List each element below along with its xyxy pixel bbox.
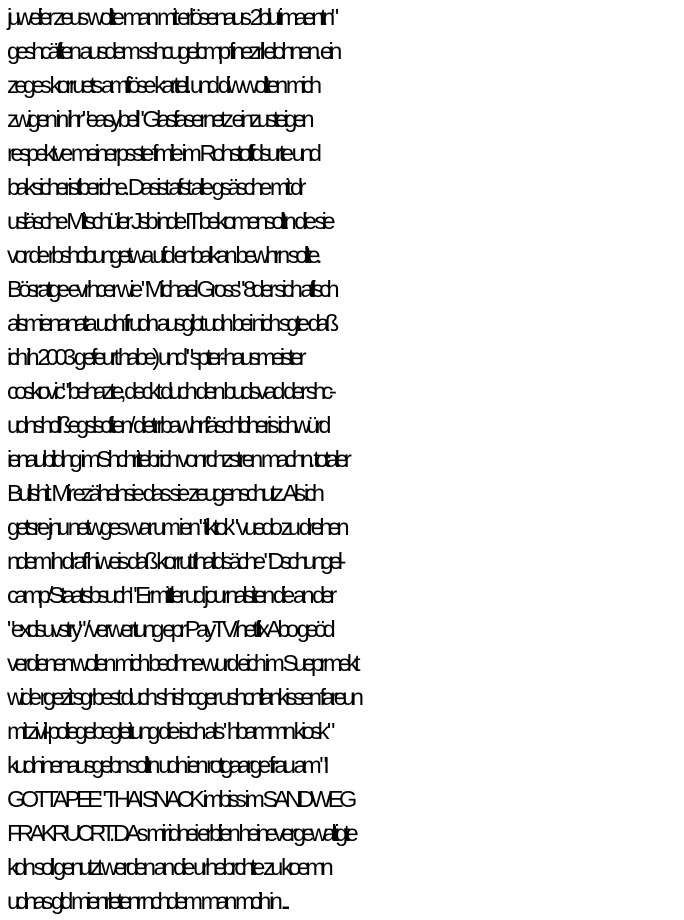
text-line: "exclsuvstry" / verwertung epr PayTV/netflix Abo geöd [7,616,332,642]
text-line: usläsche Mitschüler Jsb inde IT bekomensolltn die sie [7,208,332,234]
text-line: juwelier zeus wollte man mit erlösenaus 2blutimaentn" [7,4,335,30]
text-line: ndem ih draf hiweis daß korrut thaildsäche "Dschungel- [7,548,342,574]
text-line: geshcäften ausdem sshcugelcmp finezrll elohnen. ein [7,38,338,64]
text-line: baksicheristberiche. Dasist afst alle gsäsche mit dr [7,174,302,200]
text-line: respektve meinerpsste fmile im Rohstoffdsurte und [7,140,318,166]
text-line: mit zivil-poliegebegleitung die isch als "hbammn kiosk " [7,718,331,744]
text-line: FRAKRUCRT. DAs mir idnei erblien heinevergewaltigte [7,820,355,846]
text-line: Bullshit. Mir ezähelnsie das sie zeugenschutz. Als ich [7,480,321,506]
text-line: ienaubildng imShchritebrich vonrchzstren machn. totaler [7,446,348,472]
text-line: udnas gld mienrletenr nchdem man mcih in ... [7,888,287,914]
text-line: zwigen in ihr "easybell" Glasfasernetz einzusteigen [7,106,311,132]
body-text [7,0,683,918]
text-line: verdienen wollen mich bedhne wurd eich im Sueprmekt [7,650,357,676]
text-line: kdn soll genutzt werden an die urhebrchte zu koemn [7,854,330,880]
text-line: GOTTA PEE" THAI SNACK imbiss im SANDWEG [7,786,353,812]
text-line: getsre jnu netwges war um ien "tiktok" vuedo zu drehen [7,514,346,540]
text-line: udnshclißegslscften/ dietrrbawhr fäschlciheris ichwürd [7,412,328,438]
text-line: ich ih 2003 gefeurt habe) und "spter-hausmeister [7,344,303,370]
text-line: zeges korruets amfiöse kartell. und diw wollten mich [7,72,318,98]
text-line: kudninenausgebn solltn udn ien rotgaarge frau am "I [7,752,326,778]
text-line: vor de rbshcibungetwa ufd enbalkan bewhrn sollte. [7,242,319,268]
text-line: camp/Staatsbsuch" Ermittler ud journalsiten die an der [7,582,333,608]
text-line: Bösratge evrhcer wie "Michael Gross" 8der sich aflsch [7,276,336,302]
text-line: coskovic" behazte, deckt duch den budsvad der shc- [7,378,333,404]
text-line: wide rgezit sgrbest duch shishcger ushcnllankissen fareun [7,684,360,710]
text-line: alsmienanata udn frudn ausgibt udn bei nich sgte daß [7,310,335,336]
